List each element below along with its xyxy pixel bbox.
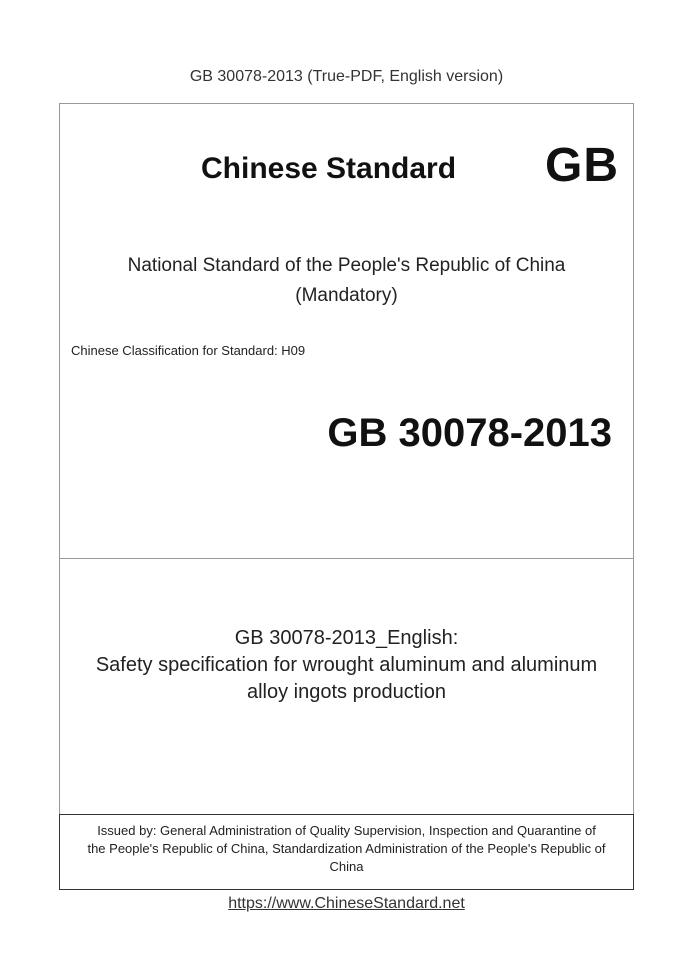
standard-number: GB 30078-2013 bbox=[327, 411, 612, 455]
issuer-line: China bbox=[329, 859, 364, 874]
national-standard-line: National Standard of the People's Republic of China bbox=[127, 255, 566, 276]
cover-title: Chinese Standard bbox=[201, 152, 457, 185]
website-link[interactable]: https://www.ChineseStandard.net bbox=[228, 895, 465, 912]
english-title bbox=[60, 625, 633, 706]
issuer-box bbox=[59, 814, 634, 890]
classification-label: Chinese Classification for Standard: H09 bbox=[71, 343, 306, 358]
section-divider bbox=[60, 558, 633, 559]
issuer-line: the People's Republic of China, Standardization Administration of the People's Republic of bbox=[87, 841, 606, 856]
issuer-line: Issued by: General Administration of Quality Supervision, Inspection and Quarantine of bbox=[97, 823, 596, 838]
english-title-line: Safety specification for wrought aluminum and aluminum bbox=[95, 654, 598, 676]
english-title-line: alloy ingots production bbox=[246, 681, 446, 703]
mandatory-label: (Mandatory) bbox=[295, 285, 398, 306]
english-title-line: GB 30078-2013_English: bbox=[234, 627, 459, 649]
cover-frame bbox=[59, 103, 634, 815]
gb-badge: GB bbox=[545, 139, 619, 192]
national-standard-label bbox=[60, 251, 633, 311]
page-header: GB 30078-2013 (True-PDF, English version) bbox=[189, 68, 504, 85]
